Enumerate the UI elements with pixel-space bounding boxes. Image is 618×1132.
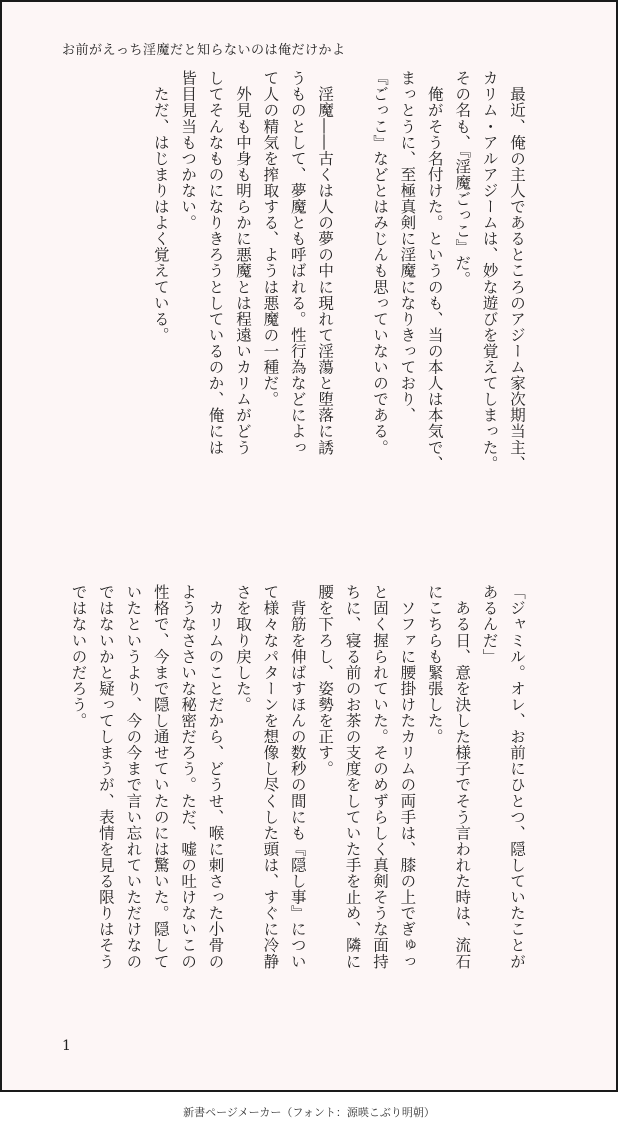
text-line: カリムのことだから、どうせ、喉に刺さった小骨の [206,584,225,970]
text-line: ではないかと疑ってしまうが、表情を見る限りはそう [96,584,115,970]
text-line: いたというより、今の今まで言い忘れていただけなの [124,584,143,970]
text-line: ちに、寝る前のお茶の支度をしていた手を止め、隣に [343,584,362,970]
text-line: ソファに腰掛けたカリムの両手は、膝の上でぎゅっ [398,584,417,970]
text-line: その名も、『淫魔ごっこ』だ。 [453,70,472,287]
text-line: 皆目見当もつかない。 [179,70,198,231]
text-line: 腰を下ろし、姿勢を正す。 [316,584,335,777]
text-line: あるんだ」 [480,584,499,665]
text-line: 背筋を伸ばすほんの数秒の間にも『隠し事』につい [288,584,307,970]
text-line: してそんなものになりきろうとしているのか、俺には [206,70,225,456]
text-line: て様々なパターンを想像し尽くした頭は、すぐに冷静 [261,584,280,970]
text-line: にこちらも緊張した。 [425,584,444,745]
generator-credit: 新書ページメーカー（フォント：源暎こぶり明朝） [183,1106,435,1119]
text-line: ある日、意を決した様子でそう言われた時は、流石 [453,584,472,970]
text-line: ではないのだろう。 [69,584,88,729]
text-line: 「ジャミル。オレ、お前にひとつ、隠していたことが [508,584,526,970]
text-line: まっとうに、至極真剣に淫魔になりきっており、 [398,70,417,424]
text-line: 淫魔――古くは人の夢の中に現れて淫蕩と堕落に誘 [316,70,335,456]
text-column-upper [80,70,530,522]
text-line: ようなささいな秘密だろう。ただ、嘘の吐けないこの [179,584,198,970]
text-column-lower [69,584,530,1034]
running-title: お前がえっち淫魔だと知らないのは俺だけかよ [62,43,346,58]
text-line: 性格で、今まで隠し通せていたのには驚いた。隠して [151,584,170,970]
text-line: うものとして、夢魔とも呼ばれる。性行為などによっ [288,70,307,456]
text-line: さを取り戻した。 [233,584,252,713]
text-line: 『ごっこ』などとはみじんも思っていないのである。 [370,70,389,456]
text-line: カリム・アルアジームは、妙な遊びを覚えてしまった。 [480,70,499,472]
text-line: 最近、俺の主人であるところのアジーム家次期当主、 [508,70,526,472]
text-line [338,70,365,522]
text-line: 外見も中身も明らかに悪魔とは程遠いカリムがどう [233,70,252,456]
text-line: と固く握られていた。そのめずらしく真剣そうな面持 [370,584,389,970]
text-line: ただ、はじまりはよく覚えている。 [151,70,170,343]
text-line: 俺がそう名付けた。というのも、当の本人は本気で、 [425,70,444,472]
page-number: 1 [62,1038,71,1054]
text-line: て人の精気を搾取する、ようは悪魔の一種だ。 [261,70,280,408]
